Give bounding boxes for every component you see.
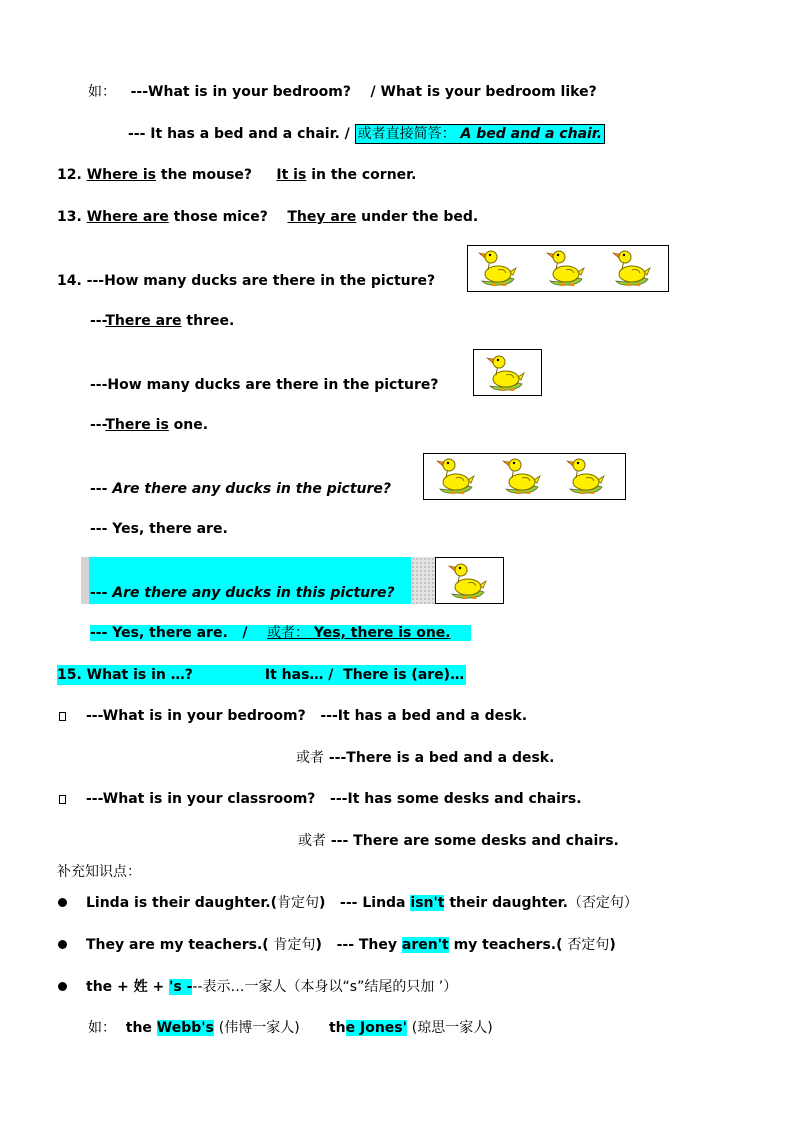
duck-picture-icon: [434, 456, 478, 496]
shaded-gap: [411, 557, 435, 604]
one-duck-picture: [473, 349, 542, 396]
example-jones: e Jones': [345, 1020, 407, 1036]
point-2-neg-label: 否定句: [567, 937, 610, 953]
item-15-example-1-question: ---What is in your bedroom?: [86, 708, 306, 724]
example-webbs-cn: (伟博一家人): [218, 1020, 300, 1036]
example-the: the: [125, 1020, 152, 1036]
example-question-2: / What is your bedroom like?: [370, 84, 597, 100]
item-13: [57, 207, 478, 227]
item-15-answer-b: There is (are)…: [343, 667, 465, 683]
item-13-question-key: Where are: [86, 209, 169, 225]
item-14-answer-dash: ---: [90, 313, 106, 329]
point-2-paren: ): [315, 937, 322, 953]
item-14-question: 14. ---How many ducks are there in the picture?: [57, 273, 436, 289]
item-14-question-3-text: Are there any ducks in the picture?: [112, 481, 392, 497]
square-bullet-icon: [59, 795, 66, 804]
item-12: [57, 165, 416, 185]
item-15-example-2-alt-answer: --- There are some desks and chairs.: [330, 833, 619, 849]
bullet-icon: [58, 940, 67, 949]
supplement-point-3: [86, 977, 457, 997]
item-15-example-2-question: ---What is in your classroom?: [86, 791, 316, 807]
item-15-example-1-alt: [296, 748, 554, 768]
example-jones-cn: (琼思一家人): [411, 1020, 493, 1036]
item-14-answer-2-rest: one.: [173, 417, 209, 433]
item-12-answer-key: It is: [276, 167, 307, 183]
item-14-answer-4-a: --- Yes, there are.: [90, 625, 228, 641]
point-1-neg-rest: their daughter.: [449, 895, 568, 911]
item-14-answer-2: [90, 415, 208, 435]
example-answer-line: [128, 124, 605, 144]
point-2-sentence: They are my teachers.(: [86, 937, 269, 953]
shaded-margin: [81, 557, 89, 604]
duck-picture-icon: [484, 353, 528, 393]
item-14-answer-3: --- Yes, there are.: [90, 521, 228, 537]
item-14-question-3: [90, 479, 391, 499]
point-2-neg-rest: my teachers.(: [453, 937, 563, 953]
item-13-answer-rest: under the bed.: [361, 209, 479, 225]
duck-picture-icon: [544, 248, 588, 288]
point-1-neg-start: --- Linda: [340, 895, 406, 911]
item-15-question: 15. What is in …?: [57, 667, 193, 683]
item-14-question-4-text: Are there any ducks in this picture?: [112, 585, 395, 601]
point-2-affirm: 肯定句: [273, 937, 316, 953]
item-14-answer-4-cn: 或者：: [267, 625, 310, 641]
example-label: 如：: [88, 84, 116, 100]
item-13-question-rest: those mice?: [173, 209, 268, 225]
point-1-paren: ): [319, 895, 326, 911]
item-14-question-4-dash: ---: [90, 585, 108, 601]
item-15-example-2-or: 或者: [298, 833, 326, 849]
item-15-example-1-or: 或者: [296, 750, 324, 766]
item-12-question-rest: the mouse?: [160, 167, 253, 183]
item-14-answer-key: There are: [105, 313, 182, 329]
example-question-line: [88, 82, 597, 102]
duck-picture-icon: [476, 248, 520, 288]
bullet-icon: [58, 982, 67, 991]
item-14-answer-4-slash: /: [242, 625, 248, 641]
three-ducks-picture: [467, 245, 669, 292]
point-2-neg-start: --- They: [336, 937, 398, 953]
item-15-answer-a: It has… /: [264, 667, 334, 683]
example-answer-short: A bed and a chair.: [460, 126, 603, 142]
example-answer-box: [355, 124, 605, 144]
item-15-example-2-alt: [298, 831, 619, 851]
point-2-paren-close: ): [609, 937, 616, 953]
square-bullet-icon: [59, 712, 66, 721]
point-1-neg-key: isn't: [410, 895, 445, 911]
item-14-question-4: [90, 583, 395, 603]
point-1-affirm: 肯定句: [277, 895, 320, 911]
item-14-answer-4-b: Yes, there is one.: [313, 625, 451, 641]
item-14-question-3-dash: ---: [90, 481, 108, 497]
item-12-number: 12.: [57, 167, 82, 183]
point-3-formula: the + 姓 +: [86, 979, 165, 995]
item-12-answer-rest: in the corner.: [311, 167, 417, 183]
example-answer-1: --- It has a bed and a chair. /: [128, 126, 350, 142]
point-3-suffix: 's -: [169, 979, 193, 995]
duck-picture-icon: [500, 456, 544, 496]
duck-picture-icon: [564, 456, 608, 496]
supplement-point-1: [86, 893, 638, 913]
three-ducks-picture-2: [423, 453, 626, 500]
point-1-sentence: Linda is their daughter.(: [86, 895, 278, 911]
item-14-answer: [90, 311, 234, 331]
item-15-example-1: [86, 706, 527, 726]
item-13-number: 13.: [57, 209, 82, 225]
bullet-icon: [58, 898, 67, 907]
example-question-1: ---What is in your bedroom?: [130, 84, 352, 100]
point-2-neg-key: aren't: [401, 937, 449, 953]
duck-picture-icon: [610, 248, 654, 288]
point-1-neg-label: （否定句）: [567, 895, 638, 911]
example-webbs: Webb's: [156, 1020, 214, 1036]
item-15-example-2-answer: ---It has some desks and chairs.: [330, 791, 582, 807]
item-15: [57, 665, 466, 685]
supplement-example: [88, 1018, 493, 1038]
example-answer-cn: 或者直接简答：: [357, 126, 456, 142]
item-15-example-2: [86, 789, 582, 809]
item-14-answer-2-dash: ---: [90, 417, 106, 433]
item-14-answer-rest: three.: [186, 313, 235, 329]
point-3-desc: --表示…一家人（本身以“s”结尾的只加 ’）: [192, 979, 458, 995]
item-15-example-1-alt-answer: ---There is a bed and a desk.: [328, 750, 555, 766]
example-label-2: 如：: [88, 1020, 116, 1036]
one-duck-picture-2: [435, 557, 504, 604]
item-15-example-1-answer: ---It has a bed and a desk.: [320, 708, 528, 724]
supplement-point-2: [86, 935, 616, 955]
supplement-title: 补充知识点：: [57, 864, 141, 880]
item-14-answer-2-key: There is: [105, 417, 169, 433]
item-13-answer-key: They are: [287, 209, 357, 225]
example-th: th: [328, 1020, 346, 1036]
item-14-question-2: ---How many ducks are there in the picture?: [90, 377, 439, 393]
item-12-question-key: Where is: [86, 167, 156, 183]
item-14-answer-4: [90, 623, 471, 643]
duck-picture-icon: [446, 561, 490, 601]
